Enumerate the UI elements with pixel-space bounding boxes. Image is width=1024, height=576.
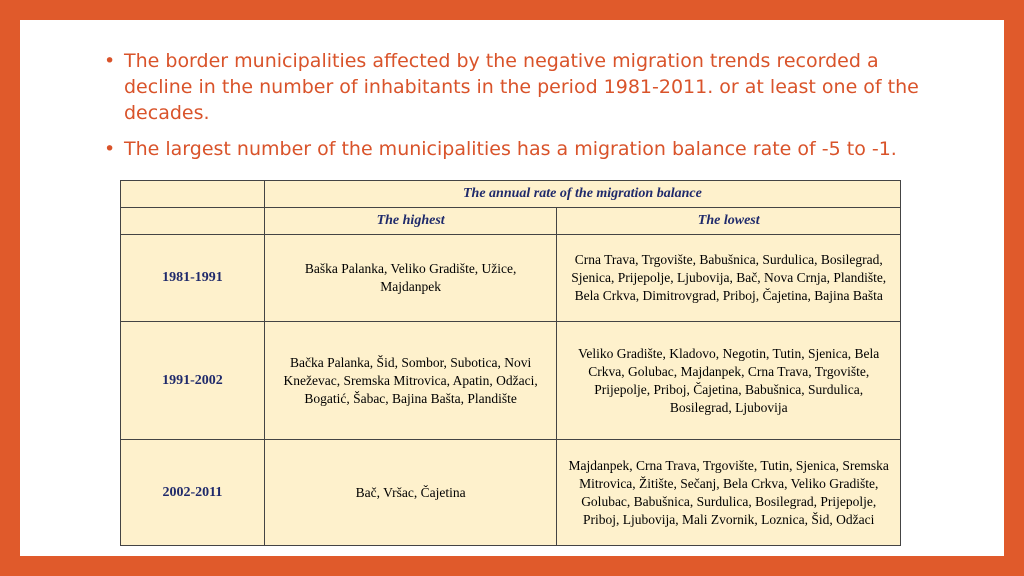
empty-cell [121,181,265,208]
period-cell: 1991-2002 [121,322,265,440]
bullet-list [104,48,924,172]
empty-cell [121,208,265,235]
column-header-highest: The highest [264,208,557,235]
highest-cell: Bačka Palanka, Šid, Sombor, Subotica, Novi Kneževac, Sremska Mitrovica, Apatin, Odžaci, Bogatić, Šabac, Bajina Bašta, Plandište [264,322,557,440]
migration-table [120,180,901,546]
table-row [121,440,901,546]
table-header-row [121,208,901,235]
table-row [121,322,901,440]
column-header-lowest: The lowest [557,208,901,235]
lowest-cell: Majdanpek, Crna Trava, Trgovište, Tutin, Sjenica, Sremska Mitrovica, Žitište, Sečanj, Bela Crkva, Veliko Gradište, Golubac, Babušnica, Surdulica, Bosilegrad, Prijepolje, Priboj, Ljubovija, Mali Zvornik, Loznica, Šid, Odžaci [557,440,901,546]
highest-cell: Baška Palanka, Veliko Gradište, Užice, Majdanpek [264,235,557,322]
highest-cell: Bač, Vršac, Čajetina [264,440,557,546]
period-cell: 1981-1991 [121,235,265,322]
bullet-marker: • [104,50,116,72]
table-row [121,235,901,322]
bullet-item [104,136,924,162]
bullet-text: The border municipalities affected by the negative migration trends recorded a decline in the number of inhabitants in the period 1981-2011. or at least one of the decades. [124,50,919,124]
lowest-cell: Crna Trava, Trgovište, Babušnica, Surdulica, Bosilegrad, Sjenica, Prijepolje, Ljubovija, Bač, Nova Crnja, Plandište, Bela Crkva, Dimitrovgrad, Priboj, Čajetina, Bajina Bašta [557,235,901,322]
bullet-marker: • [104,138,116,160]
bullet-item [104,48,924,126]
table-title-row [121,181,901,208]
lowest-cell: Veliko Gradište, Kladovo, Negotin, Tutin, Sjenica, Bela Crkva, Golubac, Majdanpek, Crna Trava, Trgovište, Prijepolje, Priboj, Čajetina, Babušnica, Surdulica, Bosilegrad, Ljubovija [557,322,901,440]
table-title: The annual rate of the migration balance [264,181,900,208]
period-cell: 2002-2011 [121,440,265,546]
bullet-text: The largest number of the municipalities has a migration balance rate of -5 to -1. [124,138,897,160]
